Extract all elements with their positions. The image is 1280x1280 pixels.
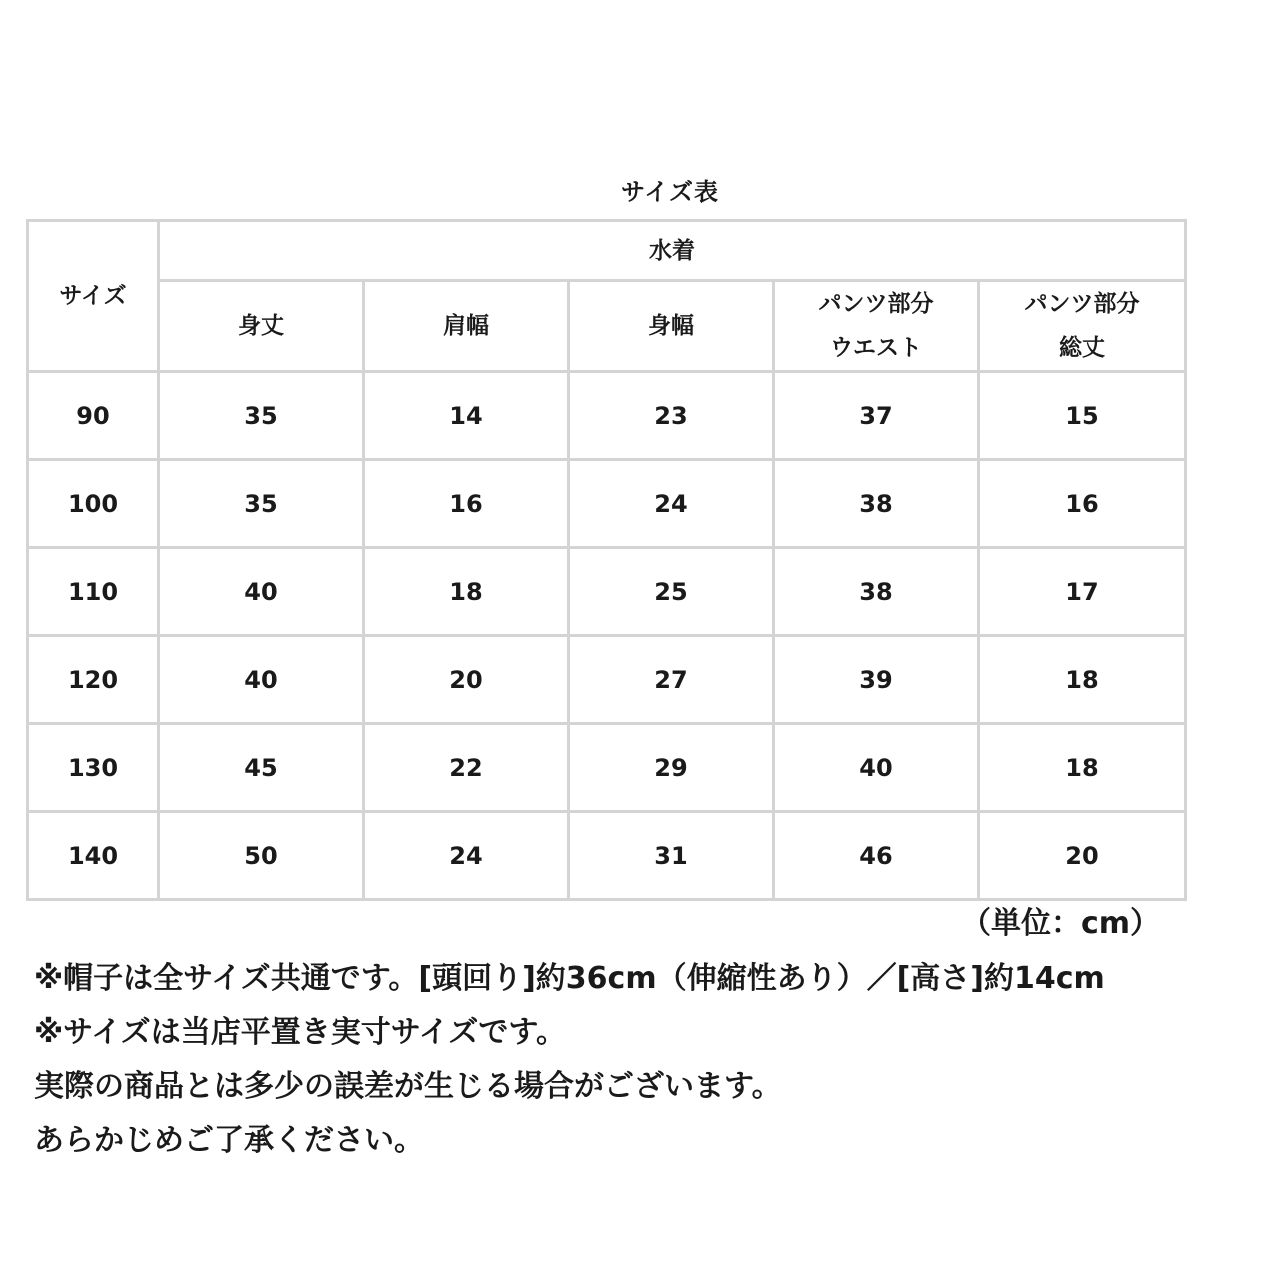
measurement-cell: 50 [159,812,364,900]
swimwear-group-header: 水着 [159,221,1186,281]
note-line: 実際の商品とは多少の誤差が生じる場合がございます。 [34,1069,782,1104]
measurement-cell: 45 [159,724,364,812]
measurement-cell: 40 [774,724,979,812]
table-row [28,636,1186,724]
column-header [569,281,774,372]
size-cell: 130 [28,724,159,812]
measurement-cell: 27 [569,636,774,724]
column-header-line: 総丈 [1059,335,1105,361]
column-header [979,281,1186,372]
measurement-cell: 23 [569,372,774,460]
measurement-cell: 40 [159,636,364,724]
measurement-cell: 22 [364,724,569,812]
table-row [28,812,1186,900]
column-header-line: 肩幅 [443,313,489,339]
measurement-cell: 16 [979,460,1186,548]
column-header-line: パンツ部分 [1024,291,1140,317]
measurement-cell: 24 [364,812,569,900]
measurement-cell: 40 [159,548,364,636]
size-cell: 120 [28,636,159,724]
table-row [28,372,1186,460]
size-cell: 100 [28,460,159,548]
size-table [26,219,1187,901]
measurement-cell: 35 [159,460,364,548]
note-line: ※帽子は全サイズ共通です。[頭回り]約36cm（伸縮性あり）／[高さ]約14cm [34,961,1105,996]
measurement-cell: 15 [979,372,1186,460]
column-header-line: ウエスト [830,335,922,361]
column-header-line: 身丈 [238,313,284,339]
note-line: ※サイズは当店平置き実寸サイズです。 [34,1015,566,1050]
size-cell: 110 [28,548,159,636]
measurement-cell: 37 [774,372,979,460]
measurement-cell: 20 [979,812,1186,900]
measurement-cell: 35 [159,372,364,460]
column-header-line: 身幅 [648,313,694,339]
measurement-cell: 25 [569,548,774,636]
measurement-cell: 38 [774,460,979,548]
measurement-cell: 18 [979,636,1186,724]
column-header [774,281,979,372]
size-cell: 90 [28,372,159,460]
measurement-cell: 20 [364,636,569,724]
size-cell: 140 [28,812,159,900]
measurement-cell: 18 [979,724,1186,812]
note-line: あらかじめご了承ください。 [34,1123,424,1158]
table-row [28,460,1186,548]
measurement-cell: 24 [569,460,774,548]
page-title: サイズ表 [620,178,720,206]
table-row [28,548,1186,636]
size-header: サイズ [28,221,159,372]
measurement-cell: 39 [774,636,979,724]
measurement-cell: 17 [979,548,1186,636]
column-header-line: パンツ部分 [818,291,934,317]
notes-block [34,952,1105,1168]
measurement-cell: 29 [569,724,774,812]
measurement-cell: 14 [364,372,569,460]
column-header [159,281,364,372]
measurement-cell: 46 [774,812,979,900]
unit-note: （単位：cm） [960,906,1160,941]
table-row [28,724,1186,812]
measurement-cell: 38 [774,548,979,636]
measurement-cell: 16 [364,460,569,548]
column-header [364,281,569,372]
measurement-cell: 18 [364,548,569,636]
measurement-cell: 31 [569,812,774,900]
